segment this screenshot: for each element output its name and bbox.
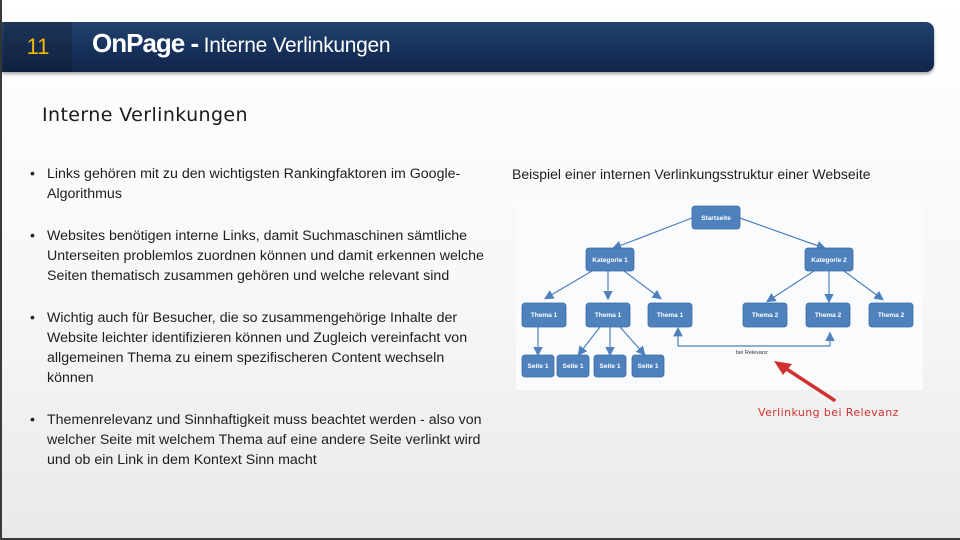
bullet-list: [28, 164, 494, 492]
edge: [614, 218, 692, 248]
edge: [624, 271, 660, 298]
edge: [768, 271, 814, 301]
slide-title-light: Interne Verlinkungen: [198, 34, 391, 57]
node-theme-label: Thema 1: [594, 312, 622, 319]
left-border: [0, 0, 2, 540]
annotation-label: Verlinkung bei Relevanz: [758, 406, 899, 419]
diagram-svg: [516, 200, 923, 390]
node-theme-label: Thema 1: [530, 312, 558, 319]
slide-number: 11: [4, 22, 72, 72]
edge: [740, 218, 824, 248]
diagram-caption: Beispiel einer internen Verlinkungsstruktur einer Webseite: [512, 166, 871, 182]
node-root-label: Startseite: [701, 215, 731, 222]
edge: [579, 327, 600, 354]
bullet-item: • Themenrelevanz und Sinnhaftigkeit muss beachtet werden - also von welcher Seite mit welchem Thema auf eine andere Seite verlinkt wird und ob ein Link in dem Kontext Sinn macht: [28, 410, 494, 470]
node-category-label: Kategorie 1: [592, 257, 628, 264]
bullet-item: • Wichtig auch für Besucher, die so zusammengehörige Inhalte der Website leichter identifizieren können und Zugleich vereinfacht von allgemeinen Thema zu einem spezifischeren Content wechseln können: [28, 308, 494, 388]
slide-title-bold: OnPage -: [92, 28, 199, 58]
relevance-bracket: [678, 334, 830, 346]
node-theme-label: Thema 2: [814, 312, 842, 319]
edge: [844, 271, 882, 299]
bullet-item: • Websites benötigen interne Links, damit Suchmaschinen sämtliche Unterseiten problemlos zuordnen können und damit erkennen welche Seiten thematisch zusammen gehören und welche relevant sind: [28, 226, 494, 286]
title-bar: [2, 22, 934, 72]
section-heading: Interne Verlinkungen: [42, 104, 248, 126]
node-category-label: Kategorie 2: [811, 257, 847, 264]
edge: [620, 327, 644, 354]
edge: [546, 271, 592, 298]
relevance-label: bei Relevanz: [736, 350, 768, 356]
node-theme-label: Thema 1: [656, 312, 684, 319]
node-theme-label: Thema 2: [751, 312, 779, 319]
node-page-label: Seite 1: [527, 363, 549, 370]
node-page-label: Seite 1: [562, 363, 584, 370]
slide-title: [92, 28, 390, 59]
link-structure-diagram: [516, 200, 923, 390]
node-page-label: Seite 1: [637, 363, 659, 370]
bullet-item: • Links gehören mit zu den wichtigsten Rankingfaktoren im Google-Algorithmus: [28, 164, 494, 204]
node-page-label: Seite 1: [599, 363, 621, 370]
node-theme-label: Thema 2: [877, 312, 905, 319]
annotation-arrow: [770, 358, 842, 406]
